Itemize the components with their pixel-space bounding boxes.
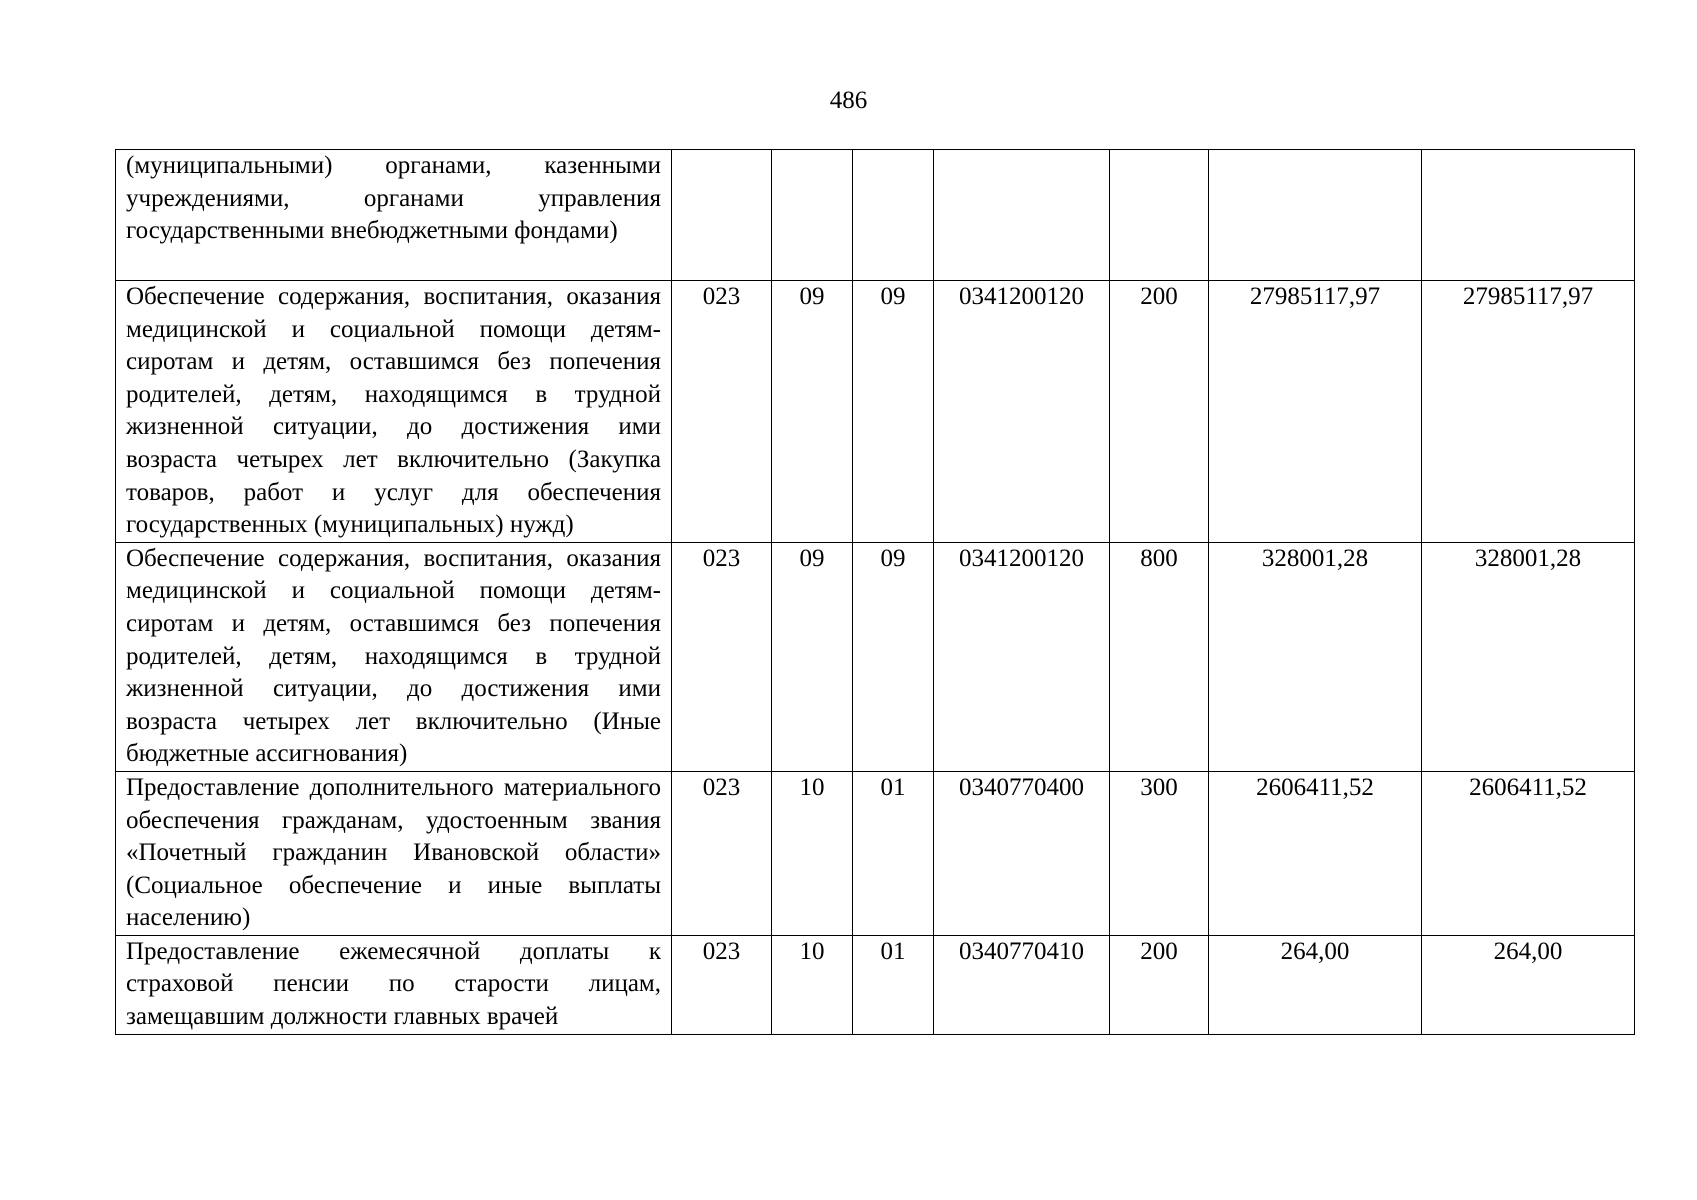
amount-1-cell: 27985117,97 (1209, 281, 1422, 543)
section-code-cell (772, 150, 853, 281)
table-row (116, 150, 1635, 281)
page-number: 486 (829, 87, 868, 114)
subsection-code-cell (853, 150, 934, 281)
amount-1-cell: 2606411,52 (1209, 771, 1422, 935)
section-code-cell: 10 (772, 935, 853, 1034)
row-description: Предоставление ежемесячной доплаты к страховой пенсии по старости лицам, замещавшим должности главных врачей (116, 935, 672, 1034)
ministry-code-cell: 023 (672, 542, 772, 771)
amount-1-cell: 264,00 (1209, 935, 1422, 1034)
row-description: Обеспечение содержания, воспитания, оказания медицинской и социальной помощи детям-сиротам и детям, оставшимся без попечения родителей, детям, находящимся в трудной жизненной ситуации, до достижения ими возраста четырех лет включительно (Закупка товаров, работ и услуг для обеспечения государственных (муниципальных) нужд) (116, 281, 672, 543)
section-code-cell: 10 (772, 771, 853, 935)
ministry-code-cell: 023 (672, 935, 772, 1034)
amount-2-cell: 328001,28 (1422, 542, 1635, 771)
table-row (116, 935, 1635, 1034)
amount-2-cell: 264,00 (1422, 935, 1635, 1034)
table-row (116, 542, 1635, 771)
ministry-code-cell (672, 150, 772, 281)
row-description: (муниципальными) органами, казенными учреждениями, органами управления государственными внебюджетными фондами) (116, 150, 672, 281)
amount-2-cell (1422, 150, 1635, 281)
row-description: Предоставление дополнительного материального обеспечения гражданам, удостоенным звания «Почетный гражданин Ивановской области» (Социальное обеспечение и иные выплаты населению) (116, 771, 672, 935)
amount-2-cell: 2606411,52 (1422, 771, 1635, 935)
expense-type-cell: 200 (1110, 281, 1209, 543)
target-article-cell: 0340770410 (934, 935, 1110, 1034)
target-article-cell (934, 150, 1110, 281)
subsection-code-cell: 01 (853, 935, 934, 1034)
table-row (116, 281, 1635, 543)
ministry-code-cell: 023 (672, 771, 772, 935)
budget-table (115, 149, 1635, 1035)
subsection-code-cell: 01 (853, 771, 934, 935)
subsection-code-cell: 09 (853, 542, 934, 771)
section-code-cell: 09 (772, 542, 853, 771)
expense-type-cell: 800 (1110, 542, 1209, 771)
expense-type-cell: 200 (1110, 935, 1209, 1034)
expense-type-cell (1110, 150, 1209, 281)
subsection-code-cell: 09 (853, 281, 934, 543)
target-article-cell: 0340770400 (934, 771, 1110, 935)
expense-type-cell: 300 (1110, 771, 1209, 935)
ministry-code-cell: 023 (672, 281, 772, 543)
amount-1-cell (1209, 150, 1422, 281)
target-article-cell: 0341200120 (934, 281, 1110, 543)
row-description: Обеспечение содержания, воспитания, оказания медицинской и социальной помощи детям-сиротам и детям, оставшимся без попечения родителей, детям, находящимся в трудной жизненной ситуации, до достижения ими возраста четырех лет включительно (Иные бюджетные ассигнования) (116, 542, 672, 771)
section-code-cell: 09 (772, 281, 853, 543)
amount-2-cell: 27985117,97 (1422, 281, 1635, 543)
target-article-cell: 0341200120 (934, 542, 1110, 771)
amount-1-cell: 328001,28 (1209, 542, 1422, 771)
table-row (116, 771, 1635, 935)
